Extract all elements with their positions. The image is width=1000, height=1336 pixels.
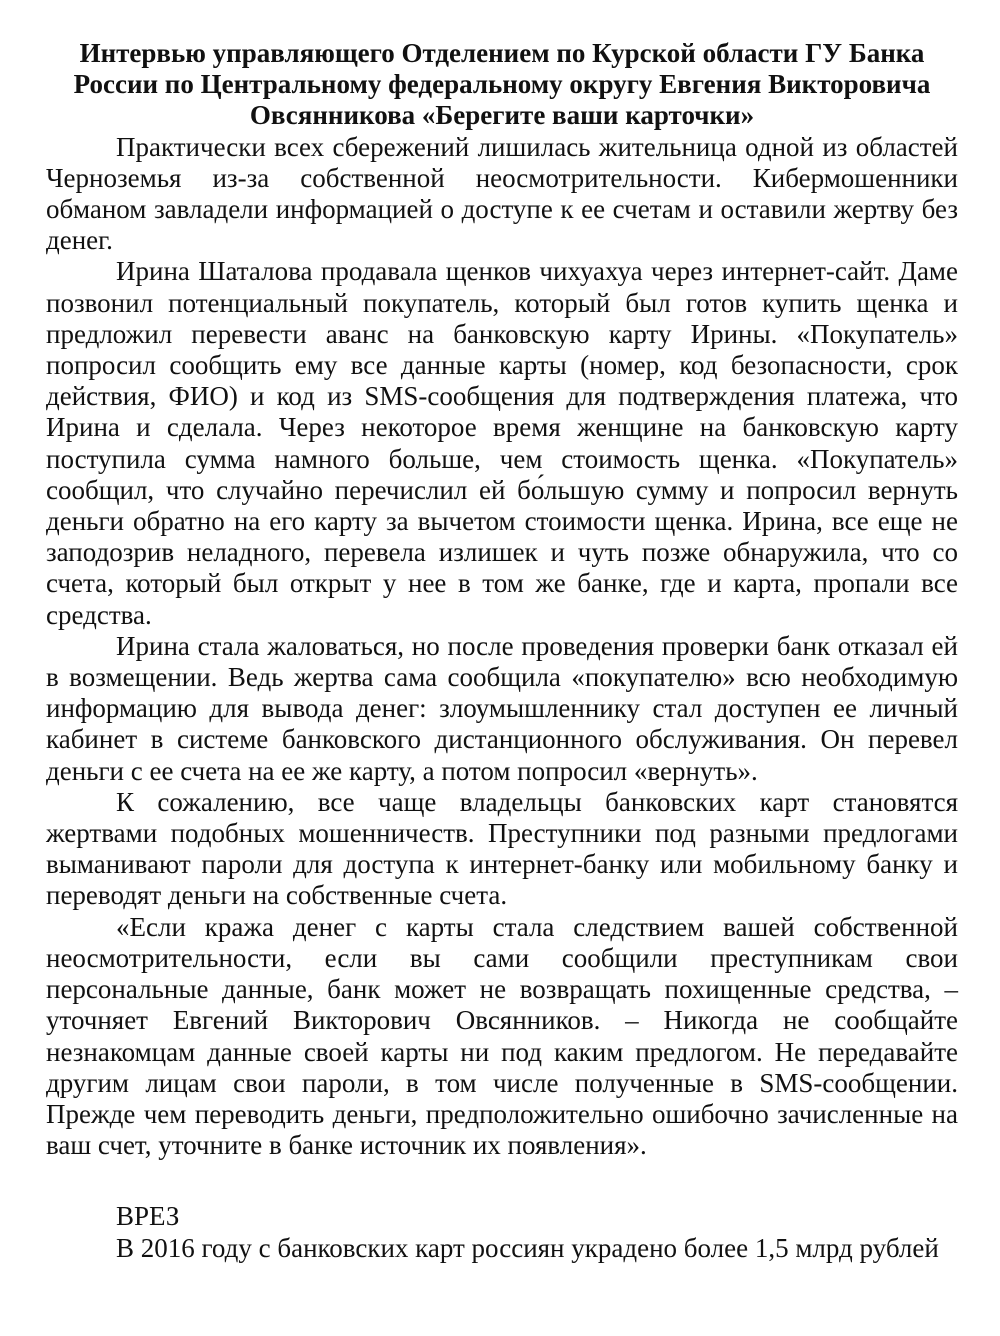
- paragraph-4: К сожалению, все чаще владельцы банковских карт становятся жертвами подобных мошенничеств. Преступники под разными предлогами выманивают пароли для доступа к интернет-банку или мобильному банку и переводят деньги на собственные счета.: [46, 786, 958, 911]
- document-page: [46, 38, 958, 1264]
- document-title: Интервью управляющего Отделением по Курской области ГУ Банка России по Центральному федеральному округу Евгения Викторовича Овсянникова «Берегите ваши карточки»: [73, 38, 931, 131]
- paragraph-1: Практически всех сбережений лишилась жительница одной из областей Черноземья из-за собственной неосмотрительности. Кибермошенники обманом завладели информацией о доступе к ее счетам и оставили жертву без денег.: [46, 131, 958, 256]
- paragraph-3: Ирина стала жаловаться, но после проведения проверки банк отказал ей в возмещении. Ведь жертва сама сообщила «покупателю» всю необходимую информацию для вывода денег: злоумышленнику стал доступен ее личный кабинет в системе банковского дистанционного обслуживания. Он перевел деньги с ее счета на ее же карту, а потом попросил «вернуть».: [46, 630, 958, 786]
- inset-label: ВРЕЗ: [116, 1201, 180, 1232]
- paragraph-2: Ирина Шаталова продавала щенков чихуахуа через интернет-сайт. Даме позвонил потенциальный покупатель, который был готов купить щенка и предложил перевести аванс на банковскую карту Ирины. «Покупатель» попросил сообщить ему все данные карты (номер, код безопасности, срок действия, ФИО) и код из SMS-сообщения для подтверждения платежа, что Ирина и сделала. Через некоторое время женщине на банковскую карту поступила сумма намного больше, чем стоимость щенка. «Покупатель» сообщил, что случайно перечислил ей бо́льшую сумму и попросил вернуть деньги обратно на его карту за вычетом стоимости щенка. Ирина, все еще не заподозрив неладного, перевела излишек и чуть позже обнаружила, что со счета, который был открыт у нее в том же банке, где и карта, пропали все средства.: [46, 256, 958, 630]
- inset-text: В 2016 году с банковских карт россиян украдено более 1,5 млрд рублей: [116, 1232, 939, 1263]
- section-gap: [46, 1161, 958, 1201]
- paragraph-5: «Если кража денег с карты стала следствием вашей собственной неосмотрительности, если вы сами сообщили преступникам свои персональные данные, банк может не возвращать похищенные средства, – уточняет Евгений Викторович Овсянников. – Никогда не сообщайте незнакомцам данные своей карты ни под каким предлогом. Не передавайте другим лицам свои пароли, в том числе полученные в SMS-сообщении. Прежде чем переводить деньги, предположительно ошибочно зачисленные на ваш счет, уточните в банке источник их появления».: [46, 911, 958, 1161]
